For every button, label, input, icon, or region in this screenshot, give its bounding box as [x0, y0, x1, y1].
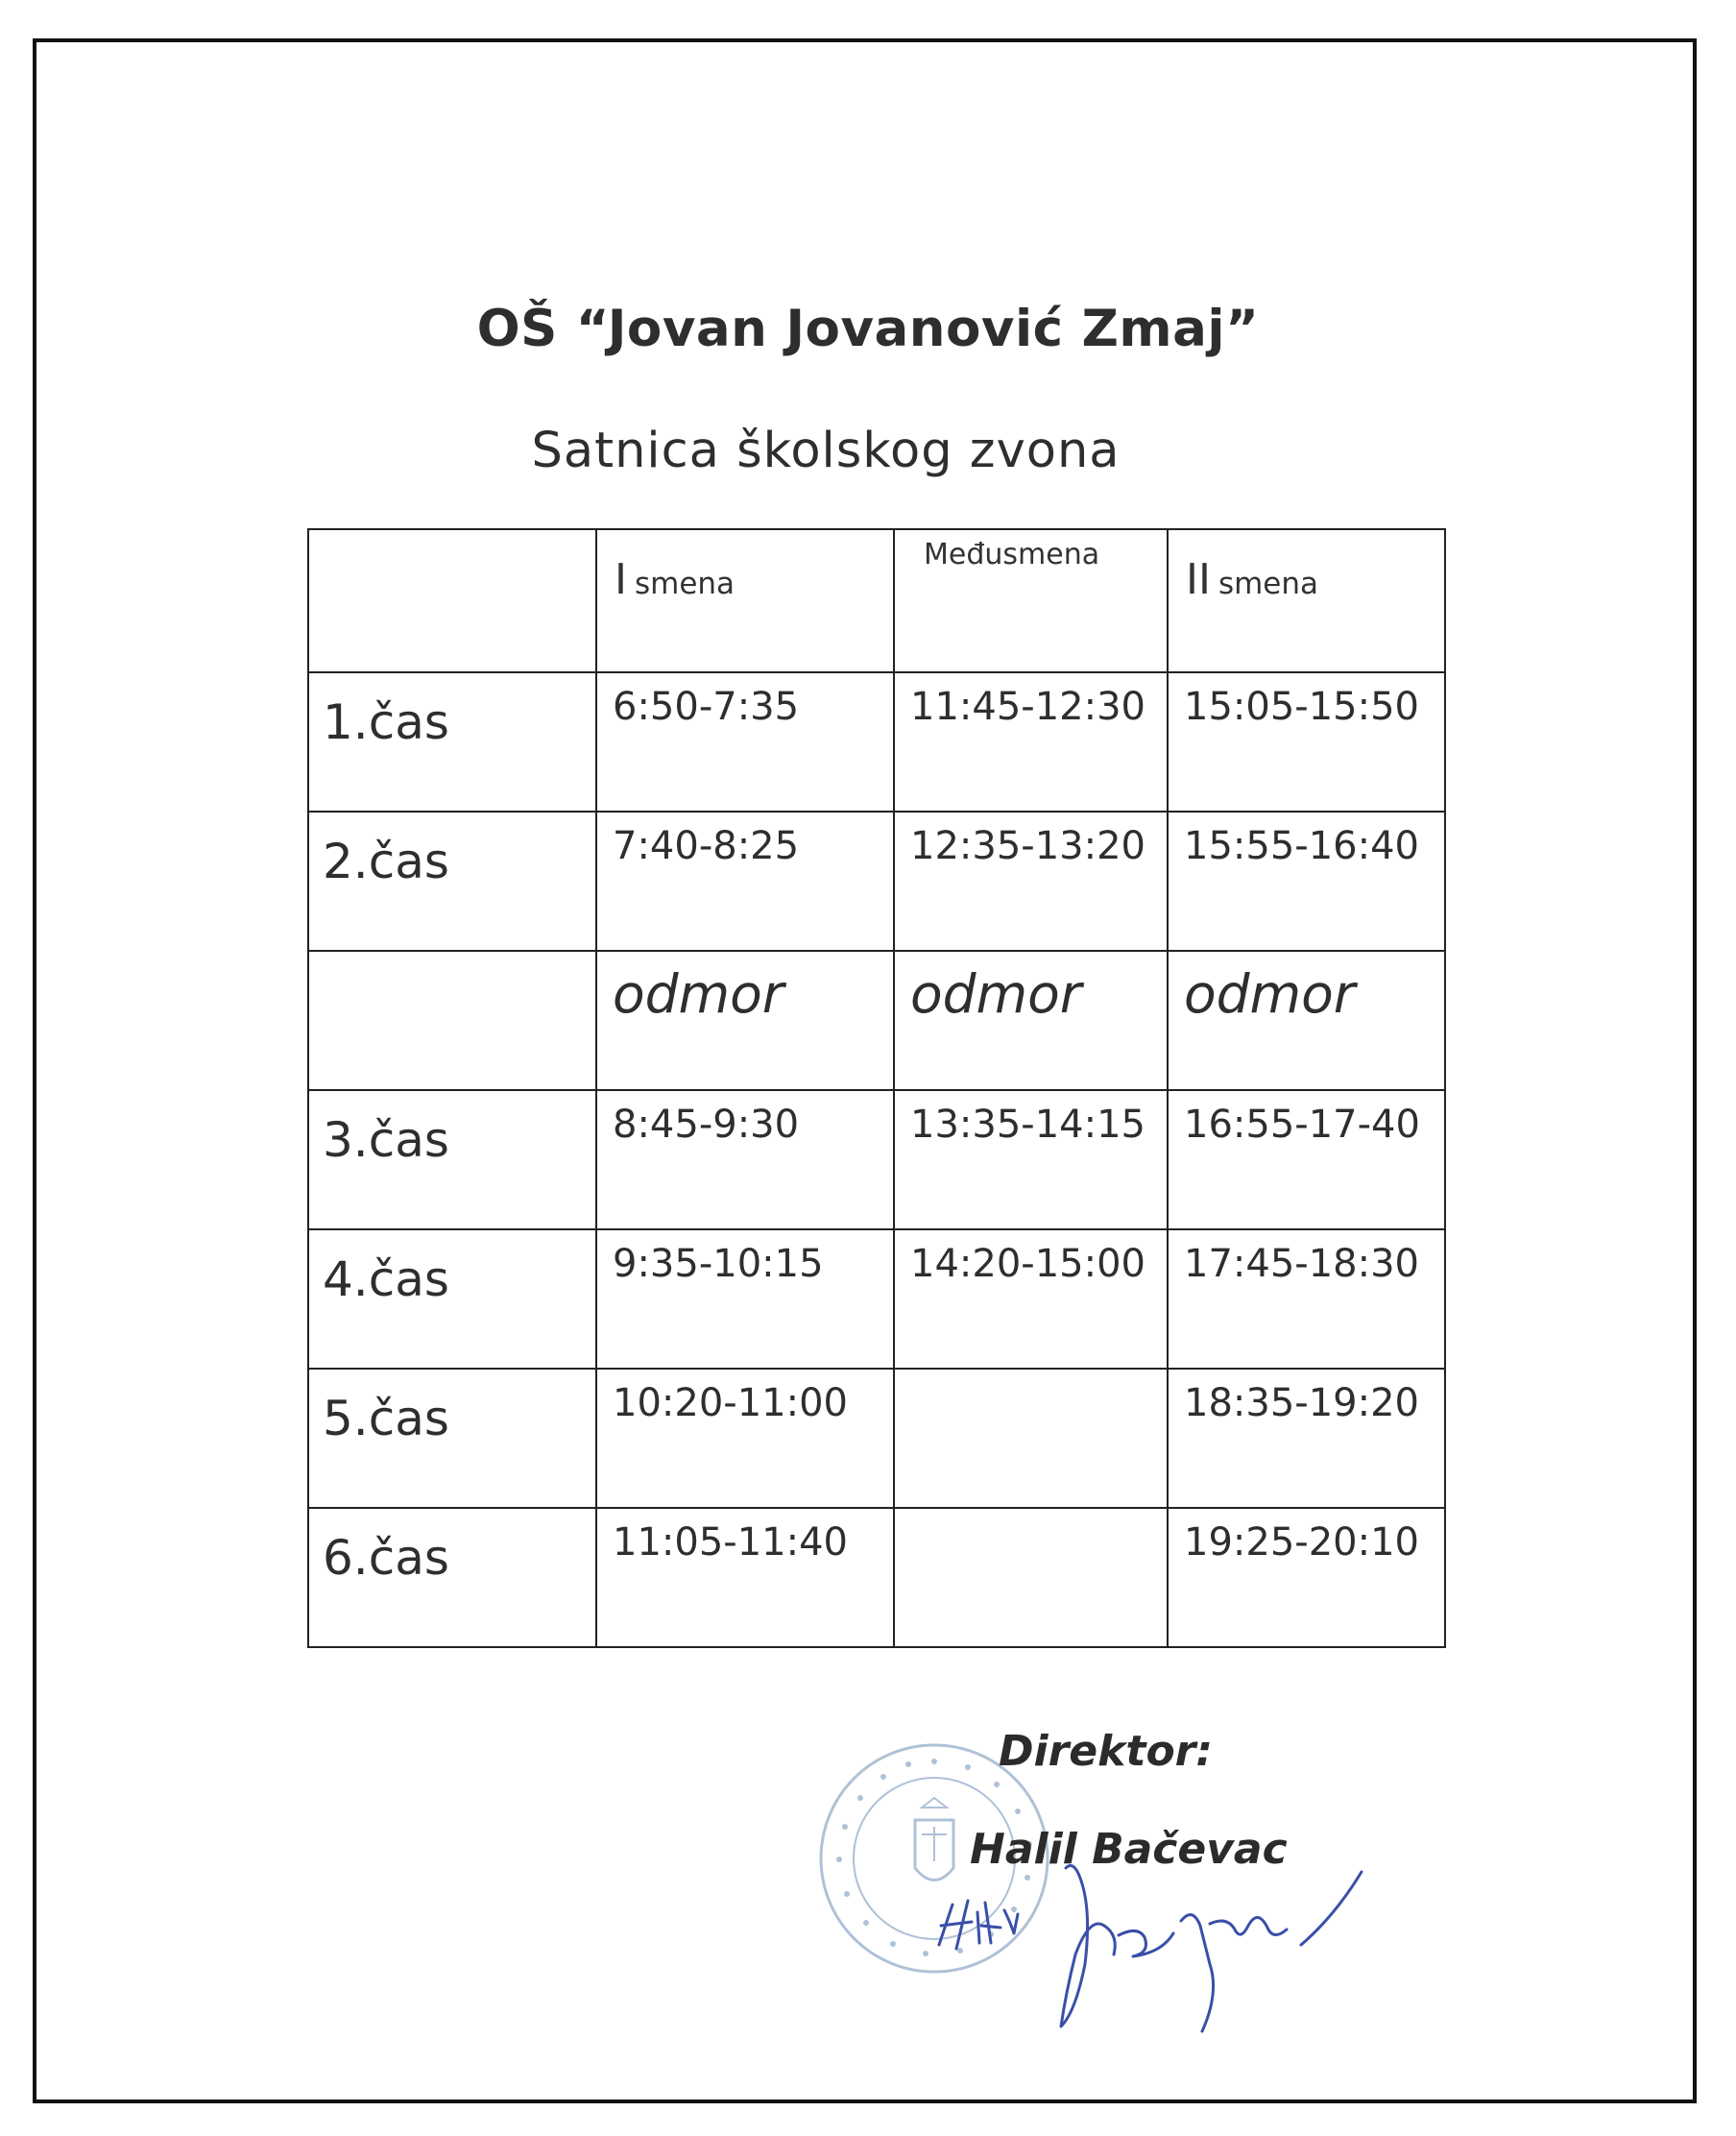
table-row [308, 672, 1445, 812]
header-mid-shift: Međusmena [894, 529, 1168, 672]
table-row [308, 1229, 1445, 1369]
document-subtitle: Satnica školskog zvona [531, 423, 1121, 479]
header-shift-2-word: smena [1218, 567, 1319, 601]
director-name: Halil Bačevac [970, 1825, 1288, 1874]
mid-shift-break: odmor [894, 951, 1168, 1090]
mid-shift-time: 13:35-14:15 [894, 1090, 1168, 1229]
header-shift-1-roman: I [615, 555, 627, 604]
period-label: 2.čas [308, 812, 596, 951]
table-header-row [308, 529, 1445, 672]
table-row [308, 1369, 1445, 1508]
break-row [308, 951, 1445, 1090]
header-shift-1-word: smena [634, 567, 735, 601]
shift-2-time: 18:35-19:20 [1168, 1369, 1445, 1508]
shift-1-time: 11:05-11:40 [596, 1508, 894, 1647]
table-row [308, 812, 1445, 951]
period-label: 6.čas [308, 1508, 596, 1647]
mid-shift-time: 11:45-12:30 [894, 672, 1168, 812]
period-label [308, 951, 596, 1090]
shift-2-time: 17:45-18:30 [1168, 1229, 1445, 1369]
period-label: 3.čas [308, 1090, 596, 1229]
shift-2-break: odmor [1168, 951, 1445, 1090]
school-title: OŠ “Jovan Jovanović Zmaj” [476, 300, 1260, 358]
shift-2-time: 19:25-20:10 [1168, 1508, 1445, 1647]
shift-2-time: 15:55-16:40 [1168, 812, 1445, 951]
header-shift-2-roman: II [1186, 555, 1211, 604]
shift-1-time: 6:50-7:35 [596, 672, 894, 812]
shift-1-time: 8:45-9:30 [596, 1090, 894, 1229]
mid-shift-time [894, 1369, 1168, 1508]
period-label: 5.čas [308, 1369, 596, 1508]
director-role-label: Direktor: [999, 1727, 1213, 1776]
shift-2-time: 15:05-15:50 [1168, 672, 1445, 812]
bell-schedule-table [307, 528, 1446, 1648]
mid-shift-time [894, 1508, 1168, 1647]
header-shift-2 [1168, 529, 1445, 672]
period-label: 1.čas [308, 672, 596, 812]
shift-2-time: 16:55-17-40 [1168, 1090, 1445, 1229]
header-empty-cell [308, 529, 596, 672]
table-row [308, 1090, 1445, 1229]
header-shift-1 [596, 529, 894, 672]
shift-1-time: 7:40-8:25 [596, 812, 894, 951]
shift-1-time: 9:35-10:15 [596, 1229, 894, 1369]
shift-1-time: 10:20-11:00 [596, 1369, 894, 1508]
mid-shift-time: 14:20-15:00 [894, 1229, 1168, 1369]
table-row [308, 1508, 1445, 1647]
mid-shift-time: 12:35-13:20 [894, 812, 1168, 951]
shift-1-break: odmor [596, 951, 894, 1090]
period-label: 4.čas [308, 1229, 596, 1369]
handwritten-signature [922, 1830, 1373, 2051]
